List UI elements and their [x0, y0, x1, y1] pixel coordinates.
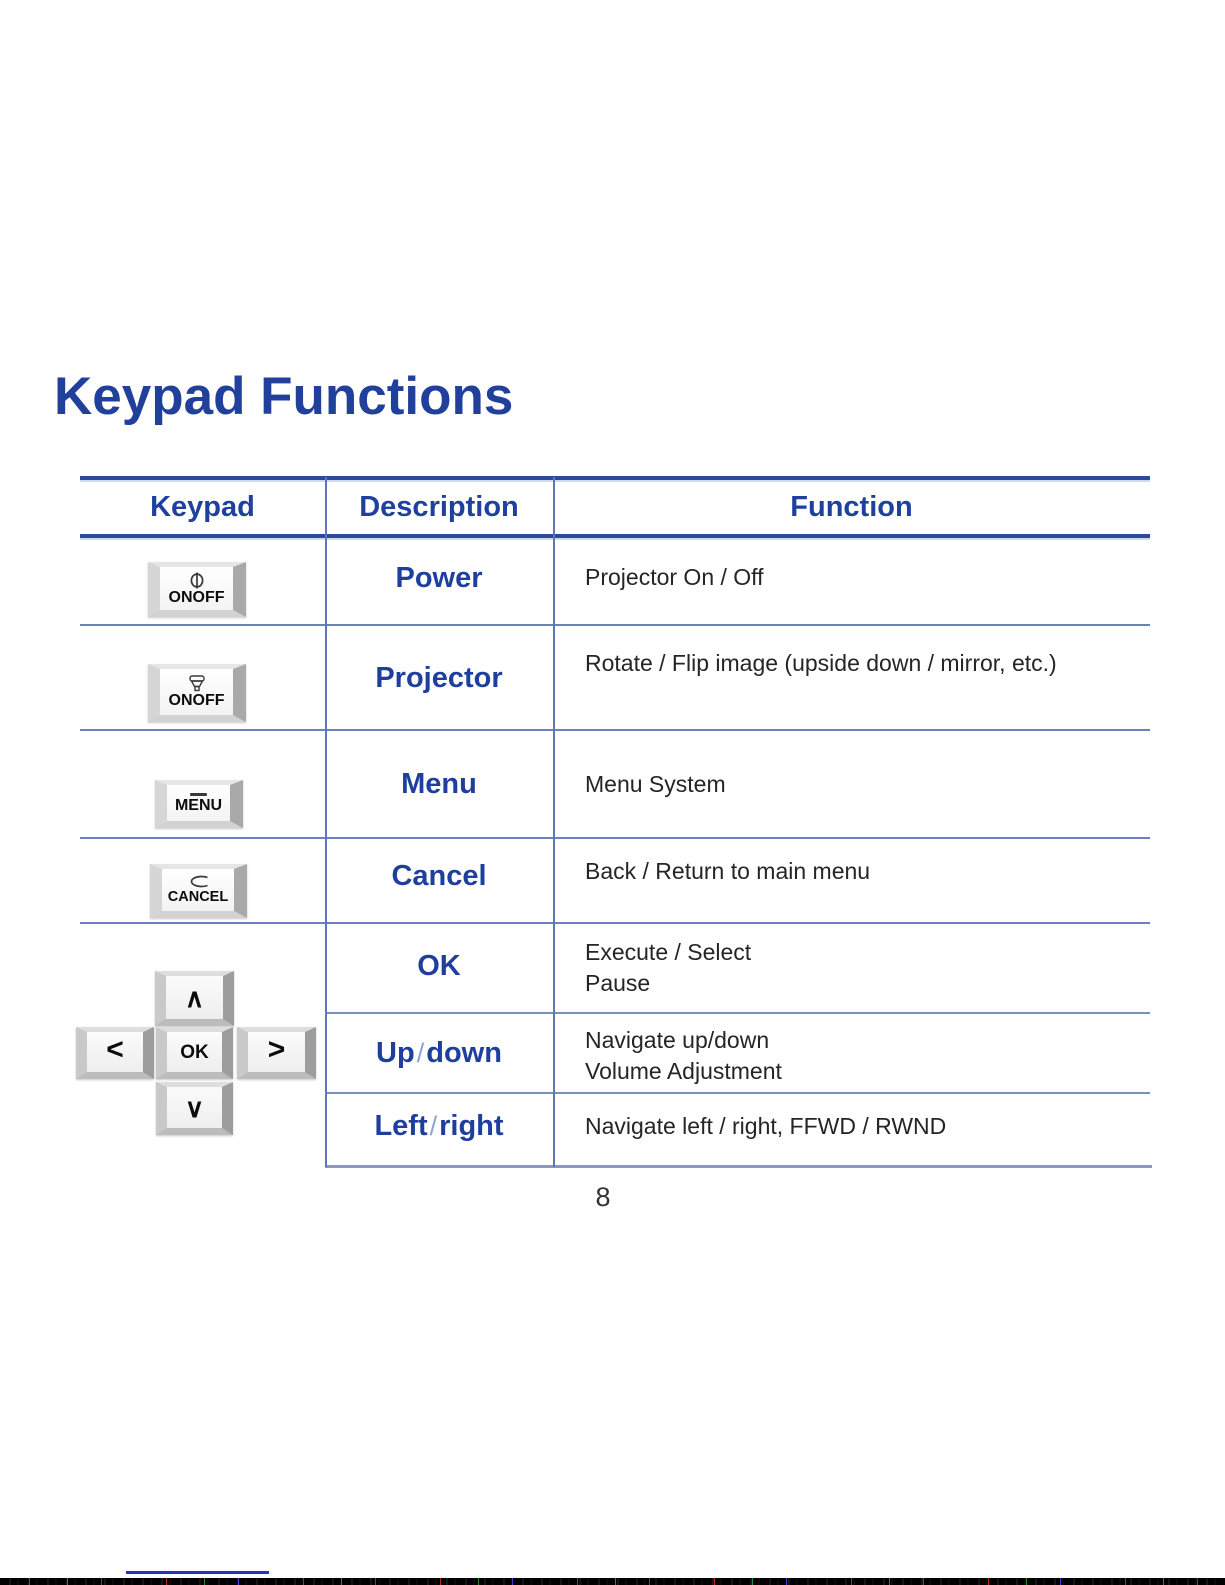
keycap-label: MENU [174, 796, 223, 814]
up-arrow-icon: ∧ [184, 982, 205, 1013]
row-separator [80, 624, 1150, 626]
dpad-right-key [237, 1027, 316, 1079]
description-left-right: Left / right [374, 1109, 504, 1142]
function-text: Rotate / Flip image (upside down / mirror, etc.) [585, 650, 1057, 676]
page-title: Keypad Functions [54, 367, 514, 426]
dpad-down-key [156, 1082, 233, 1135]
row-separator [80, 922, 1150, 924]
row-separator [80, 729, 1150, 731]
table-header-bottom-border [80, 534, 1150, 538]
footer-underline [126, 1571, 269, 1574]
down-arrow-icon: ∨ [184, 1092, 205, 1123]
minus-dash-icon [190, 793, 207, 796]
ok-key-label: OK [180, 1041, 209, 1063]
projector-onoff-keycap [148, 664, 246, 722]
sub-row-separator [325, 1092, 1150, 1094]
dpad-up-key [155, 971, 234, 1026]
description-projector: Projector [375, 661, 503, 694]
column-header-function: Function [790, 490, 913, 523]
dpad-ok-key [156, 1027, 233, 1079]
column-header-keypad: Keypad [150, 490, 255, 523]
page-number: 8 [595, 1182, 611, 1212]
dpad-left-key [76, 1027, 154, 1079]
function-text: Menu System [585, 771, 726, 797]
function-text: Projector On / Off [585, 564, 764, 590]
menu-keycap [155, 780, 243, 828]
projector-icon [186, 675, 208, 692]
description-menu: Menu [401, 767, 477, 800]
table-bottom-border [325, 1165, 1152, 1168]
description-power: Power [395, 561, 483, 594]
description-up-down: Up / down [376, 1036, 502, 1069]
function-text: Navigate up/down Volume Adjustment [585, 1027, 782, 1084]
description-ok: OK [417, 949, 461, 982]
power-onoff-keycap [148, 562, 246, 617]
description-cancel: Cancel [391, 859, 487, 892]
column-separator [553, 477, 555, 1167]
column-header-description: Description [359, 490, 519, 523]
keycap-label: ONOFF [168, 588, 225, 606]
power-icon [188, 572, 206, 589]
slash-separator: / [429, 1110, 438, 1141]
function-text: Execute / Select Pause [585, 939, 752, 996]
slash-separator: / [416, 1037, 425, 1068]
sub-row-separator [325, 1012, 1150, 1014]
function-text: Navigate left / right, FFWD / RWND [585, 1113, 947, 1139]
left-arrow-icon: < [106, 1033, 124, 1066]
keycap-label: ONOFF [168, 692, 225, 709]
scan-noise-bar [0, 1578, 1225, 1585]
keycap-label: CANCEL [167, 889, 229, 906]
right-arrow-icon: > [267, 1033, 286, 1066]
open-arc-icon [186, 875, 210, 888]
row-separator [80, 837, 1150, 839]
cancel-keycap [150, 864, 247, 918]
function-text: Back / Return to main menu [585, 858, 871, 884]
